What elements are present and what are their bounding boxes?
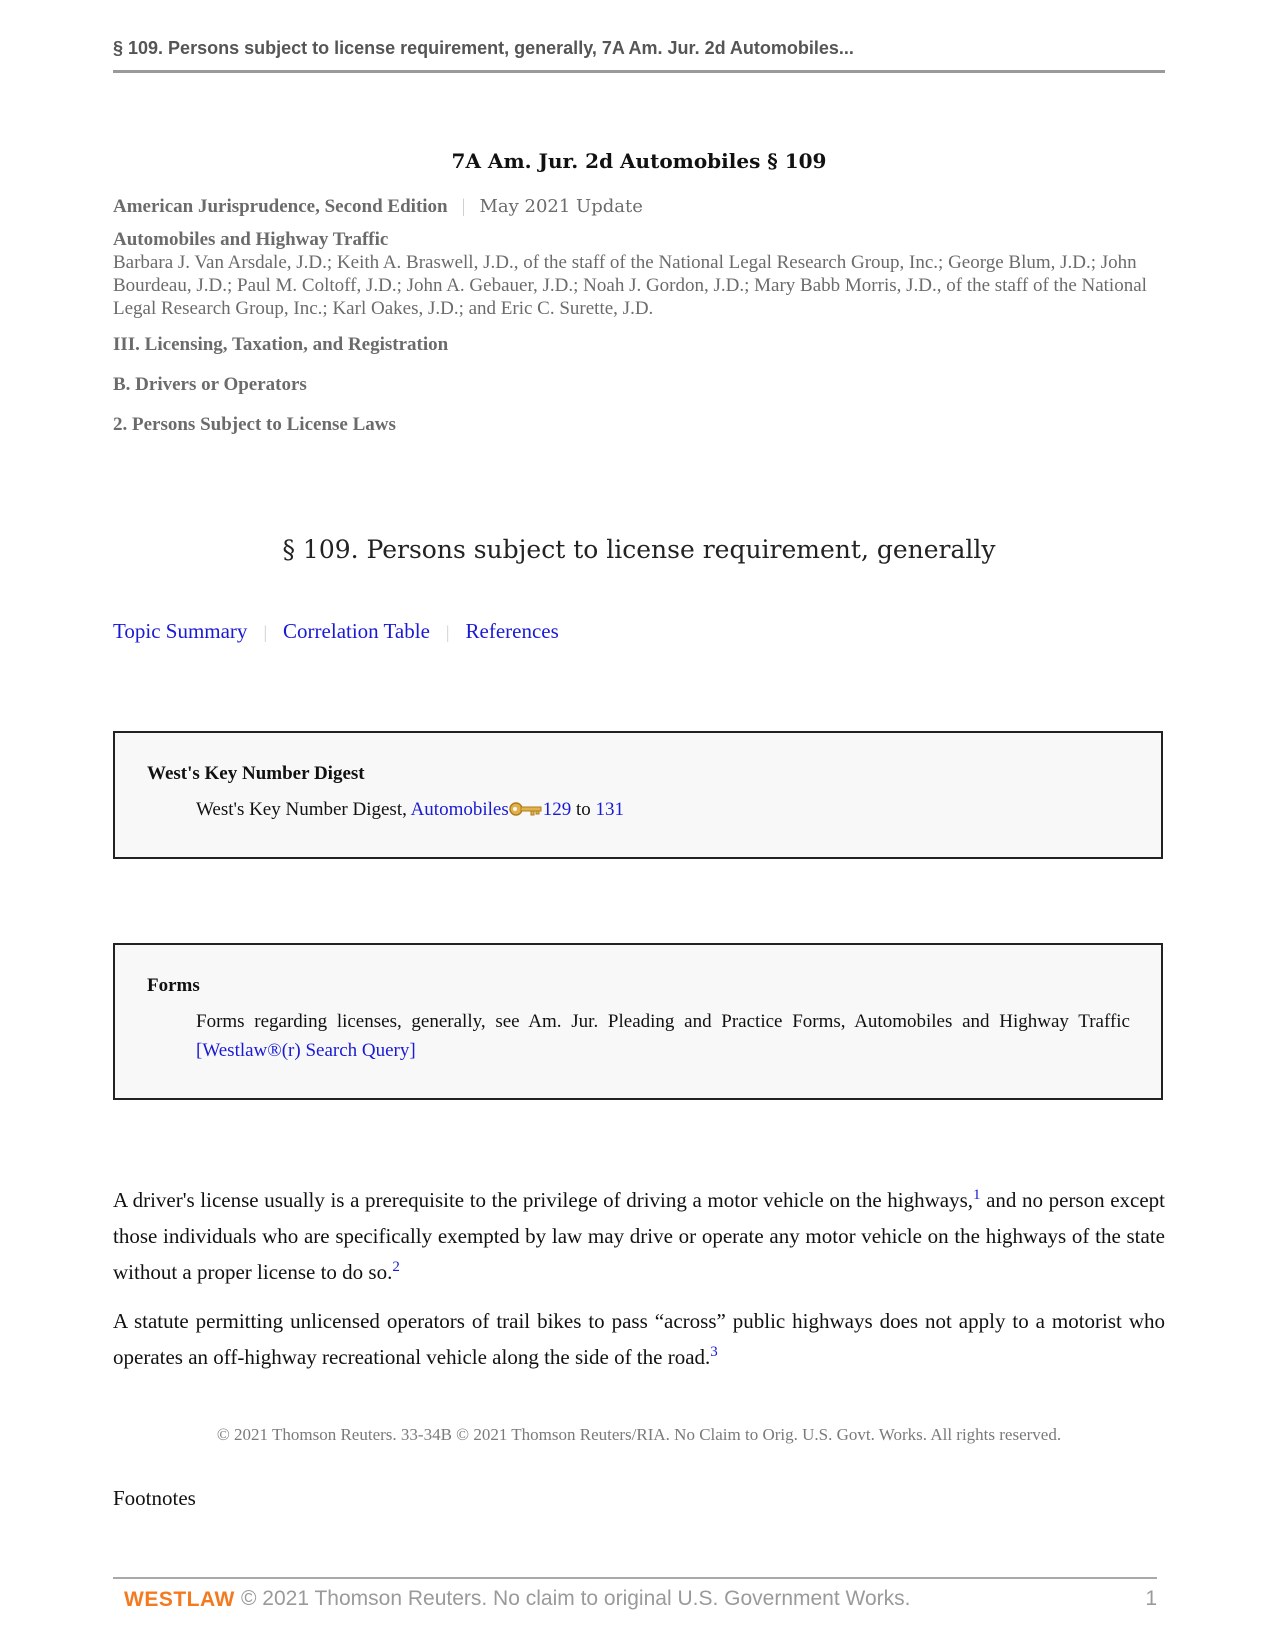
topic-summary-link[interactable]: Topic Summary — [113, 619, 248, 643]
section-heading: § 109. Persons subject to license requirement, generally — [282, 535, 996, 564]
paragraph-1-text-b: and no person except those individuals who are specifically exempted by law may drive or operate any motor vehicle on the highways of the state without a proper license to do so. — [113, 1188, 1165, 1284]
page-number: 1 — [1145, 1587, 1157, 1610]
nav-separator: | — [445, 622, 450, 642]
body-paragraph-2 — [113, 1303, 1165, 1375]
westlaw-logo: WESTLAW — [124, 1588, 235, 1611]
footnote-3-link[interactable]: 3 — [710, 1344, 718, 1360]
key-number-title: West's Key Number Digest — [147, 763, 365, 784]
correlation-table-link[interactable]: Correlation Table — [283, 619, 430, 643]
authors-list: Barbara J. Van Arsdale, J.D.; Keith A. Braswell, J.D., of the staff of the National Legal Research Group, Inc.; George Blum, J.D.; John Bourdeau, J.D.; Paul M. Coltoff, J.D.; John A. Gebauer, J.D.; Noah J. Gordon, J.D.; Mary Babb Morris, J.D., of the staff of the National Legal Research Group, Inc.; Karl Oakes, J.D.; and Eric C. Surette, J.D. — [113, 252, 1147, 319]
outline-level-1: III. Licensing, Taxation, and Registration — [113, 334, 449, 355]
publication-meta — [113, 196, 643, 218]
westlaw-search-query-link[interactable]: [Westlaw®(r) Search Query] — [196, 1040, 416, 1061]
outline-level-2: B. Drivers or Operators — [113, 374, 307, 395]
key-number-box — [113, 731, 1163, 859]
forms-text: Forms regarding licenses, generally, see Am. Jur. Pleading and Practice Forms, Automobiles and Highway Traffic — [196, 1011, 1130, 1032]
publication-source: American Jurisprudence, Second Edition — [113, 196, 448, 217]
nav-separator: | — [263, 622, 268, 642]
section-nav — [113, 619, 559, 644]
footer-divider — [113, 1577, 1157, 1579]
key-number-131-link[interactable]: 131 — [595, 799, 625, 820]
footnote-ref-3 — [710, 1344, 718, 1360]
key-icon — [509, 798, 543, 816]
footnote-1-link[interactable]: 1 — [973, 1187, 981, 1203]
references-link[interactable]: References — [465, 619, 559, 643]
forms-body — [196, 1007, 1130, 1065]
automobiles-topic-link[interactable]: Automobiles — [410, 799, 509, 820]
key-number-to-word: to — [571, 799, 596, 820]
forms-box — [113, 943, 1163, 1100]
key-number-129-link[interactable]: 129 — [542, 799, 572, 820]
subject-block — [113, 228, 1165, 320]
outline-level-3: 2. Persons Subject to License Laws — [113, 414, 396, 435]
copyright-line: © 2021 Thomson Reuters. 33-34B © 2021 Thomson Reuters/RIA. No Claim to Orig. U.S. Govt. Works. All rights reserved. — [216, 1425, 1062, 1444]
footnote-2-link[interactable]: 2 — [392, 1259, 400, 1275]
footnotes-heading: Footnotes — [113, 1486, 196, 1510]
footnote-ref-2 — [392, 1259, 400, 1275]
document-title: 7A Am. Jur. 2d Automobiles § 109 — [451, 149, 827, 173]
forms-title: Forms — [147, 975, 200, 996]
footer-copyright: © 2021 Thomson Reuters. No claim to original U.S. Government Works. — [241, 1587, 911, 1610]
paragraph-1-text-a: A driver's license usually is a prerequisite to the privilege of driving a motor vehicle on the highways, — [113, 1188, 973, 1212]
subject-title: Automobiles and Highway Traffic — [113, 229, 389, 250]
key-number-prefix: West's Key Number Digest, — [196, 799, 411, 820]
update-label: May 2021 Update — [479, 196, 643, 217]
running-header: § 109. Persons subject to license requirement, generally, 7A Am. Jur. 2d Automobiles... — [113, 38, 854, 58]
key-number-body — [196, 795, 1130, 824]
footnote-ref-1 — [973, 1187, 981, 1203]
body-paragraph-1 — [113, 1182, 1165, 1290]
meta-separator: | — [461, 196, 466, 217]
header-divider — [113, 70, 1165, 73]
paragraph-2-text: A statute permitting unlicensed operators of trail bikes to pass “across” public highways does not apply to a motorist who operates an off-highway recreational vehicle along the side of the road. — [113, 1309, 1165, 1369]
